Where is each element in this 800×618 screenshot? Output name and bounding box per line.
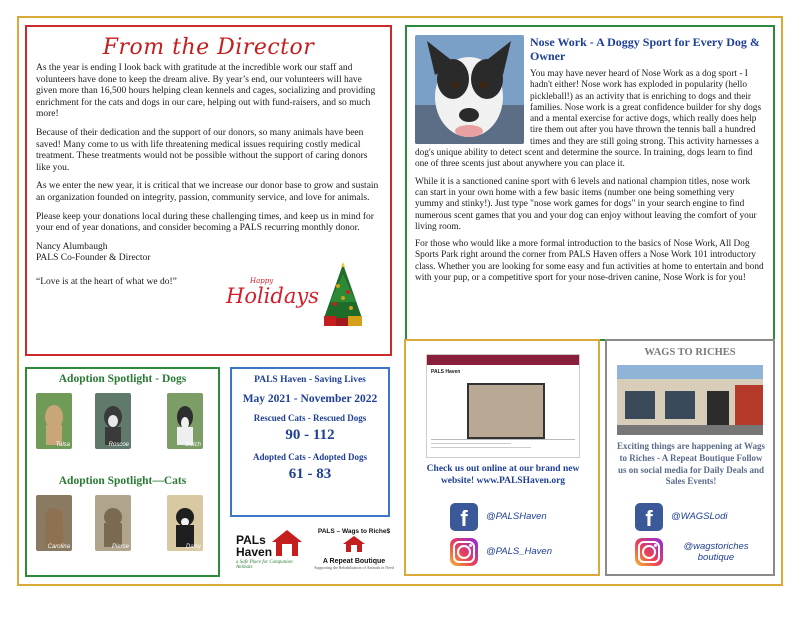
director-title: From the Director <box>102 35 315 60</box>
nose-work-paragraph: While it is a sanctioned canine sport with 6 levels and national champion titles, nose work can start in your own home with a few basic items (number one being something very yummy and stinky!). Just type "nose work games for dogs" in your search engine to find numerous scent games that you and your dog can enjoy without leaving the comfort of your living room. <box>415 176 757 232</box>
wags-facebook-handle: @WAGSLodi <box>671 511 728 522</box>
adoption-section <box>25 367 220 577</box>
storefront-photo <box>617 365 763 435</box>
director-paragraph: As we enter the new year, it is critical that we increase our donor base to grow and sustain an organization founded on integrity, passion, community service, and love for animals. <box>36 181 379 203</box>
nose-work-paragraph: You may have never heard of Nose Work as a dog sport - I hadn't either! Nose work has exploded in popularity (hello pickleball!) as an activity that is enriching to dogs and their families. Nose work is a great confidence builder for shy dogs and a mental exercise for active dogs, which really does help tire them out after you have thrown the tennis ball a hundred times and they are still going strong. This activity harnesses a dog's unique ability to detect scent and determine the source. In training, dogs learn to find one of three scents just about anywhere you can place it. <box>415 69 762 170</box>
nose-work-paragraph: For those who would like a more formal introduction to the basics of Nose Work, All Dog Sports Park right around the corner from PALS Haven offers a Nose Work 101 introductory class. Whether you are looking for some easy and fun activities at home to entertain and bond with your pup, or a competitive sport for your nose-driven canine, Nose Work is for you! <box>415 239 764 284</box>
adopted-label: Adopted Cats - Adopted Dogs <box>252 452 368 462</box>
holidays-happy-text: Happy <box>250 277 274 285</box>
signature-name: Nancy Alumbaugh <box>36 241 108 252</box>
facebook-handle: @PALSHaven <box>486 511 547 522</box>
director-quote: “Love is at the heart of what we do!” <box>36 276 177 287</box>
wags-section <box>605 339 775 576</box>
wags-instagram-line-2: boutique <box>697 552 735 563</box>
website-caption: Check us out online at our brand new website! www.PALSHaven.org <box>426 464 580 486</box>
pet-name: Carolina <box>47 544 70 550</box>
wags-facebook-link[interactable] <box>635 503 785 533</box>
pals-haven-logo-text: PALs Haven <box>236 533 273 559</box>
wags-text: Exciting things are happening at Wags to Riches - A Repeat Boutique Follow us on social media for Daily Deals and Sales Events! <box>617 441 765 487</box>
instagram-icon <box>450 538 478 566</box>
pet-photo-dog <box>167 393 203 449</box>
wags-instagram-handle <box>671 541 761 563</box>
dog-photo <box>415 35 524 144</box>
pals-haven-logo <box>236 528 306 576</box>
facebook-icon: f <box>635 503 663 531</box>
cats-heading: Adoption Spotlight—Cats <box>58 475 187 487</box>
instagram-icon <box>635 538 663 566</box>
pet-photo-cat <box>167 495 203 551</box>
nose-work-title: Nose Work - A Doggy Sport for Every Dog & Owner <box>530 35 760 63</box>
stats-box <box>230 367 390 517</box>
holidays-text: Holidays <box>226 284 319 308</box>
nose-work-section <box>405 25 775 341</box>
wags-logo-subtext: A Repeat Boutique <box>322 558 386 565</box>
pet-photo-dog <box>36 393 72 449</box>
pet-name: Roscoe <box>108 442 129 448</box>
adopted-value: 61 - 83 <box>288 466 332 482</box>
pet-name: Dutch <box>185 442 201 448</box>
christmas-tree-icon <box>320 262 366 328</box>
holidays-graphic <box>226 262 366 328</box>
website-section <box>404 339 600 576</box>
wags-title: WAGS TO RICHES <box>644 347 736 358</box>
signature-role: PALS Co-Founder & Director <box>36 253 151 264</box>
pet-photo-cat <box>95 495 131 551</box>
website-hero-image <box>467 383 545 439</box>
wags-instagram-line-1: @wagstoriches <box>683 541 749 552</box>
instagram-link[interactable] <box>450 538 600 568</box>
rescued-label: Rescued Cats - Rescued Dogs <box>253 413 367 423</box>
pet-photo-cat <box>36 495 72 551</box>
director-paragraph: Because of their dedication and the support of our donors, so many animals have been saved! Many come to us with life threatening medical issues requiring costly medical treatment. These treatments would not be possible without the support of caring donors like you. <box>36 127 368 173</box>
wags-logo-house-icon <box>342 535 366 553</box>
website-screenshot <box>426 354 580 458</box>
dogs-heading: Adoption Spotlight - Dogs <box>58 373 187 385</box>
facebook-icon: f <box>450 503 478 531</box>
pet-name: Tulsa <box>55 442 70 448</box>
stats-date-range: May 2021 - November 2022 <box>242 393 378 405</box>
director-paragraph: As the year is ending I look back with gratitude at the incredible work our staff and volunteers have done to keep the dream alive. By year’s end, our volunteers will have given more than 16,500 hours helping clean kennels and cages, socializing and providing enrichment for the cats and dogs in our care, helping out with fund-raisers, and so much more! <box>36 63 376 120</box>
wags-logo <box>314 528 394 576</box>
wags-logo-tagline: Supporting the Rehabilitation of Animals in Need <box>314 565 394 570</box>
pet-name: Daisy <box>185 544 201 550</box>
wags-logo-text: PALS – Wags to Riche$ <box>317 528 391 535</box>
director-paragraph: Please keep your donations local during these challenging times, and keep us in mind for your end of year donations, and consider becoming a PALS recurring monthly donor. <box>36 211 374 234</box>
website-screenshot-logo: PALS Haven <box>431 369 461 375</box>
pet-photo-dog <box>95 393 131 449</box>
instagram-handle: @PALS_Haven <box>486 546 552 557</box>
facebook-link[interactable] <box>450 503 600 533</box>
rescued-value: 90 - 112 <box>285 427 335 443</box>
pals-haven-tagline: a Safe Place for Companion Animals <box>236 560 293 570</box>
stats-heading: PALS Haven - Saving Lives <box>254 375 366 385</box>
pet-name: Pierce <box>111 544 129 550</box>
wags-instagram-link[interactable] <box>635 538 785 568</box>
